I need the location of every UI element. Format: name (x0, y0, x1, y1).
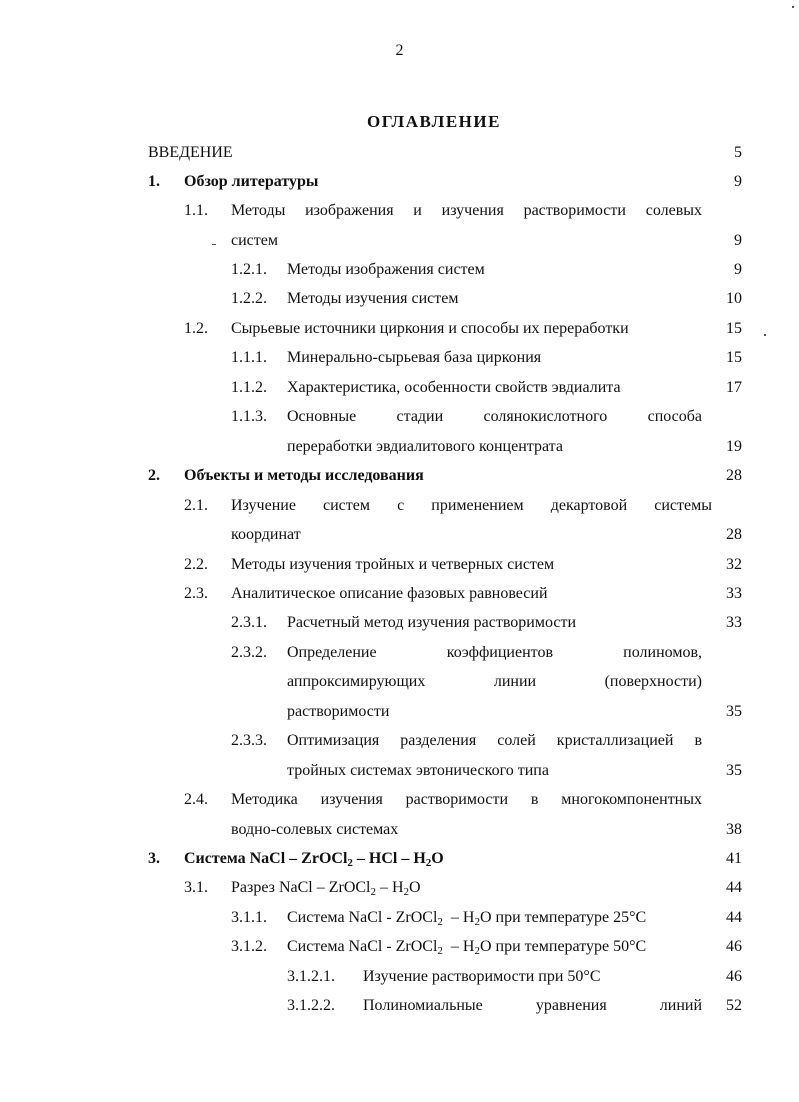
toc-page: 35 (726, 762, 742, 779)
toc-entry-1-2-2[interactable]: Методы изучения систем (287, 290, 459, 307)
toc-entry-1[interactable]: Обзор литературы (184, 173, 319, 190)
toc-page: 9 (734, 232, 742, 249)
toc-number: 2.2. (184, 556, 208, 573)
toc-page: 10 (726, 290, 742, 307)
toc-number: 3.1.2.1. (287, 968, 335, 985)
toc-entry-intro[interactable]: ВВЕДЕНИЕ (148, 144, 233, 161)
toc-entry-2-1-cont[interactable]: координат (231, 526, 301, 543)
toc-number: 3.1.2. (231, 938, 267, 955)
toc-entry-2-2[interactable]: Методы изучения тройных и четверных систем (231, 556, 555, 573)
toc-entry-1-1-cont[interactable]: систем (231, 232, 278, 249)
toc-page: 33 (726, 585, 742, 602)
toc-entry-2-3-3[interactable]: Оптимизация разделения солей кристаллизацией в (287, 732, 702, 749)
toc-page: 28 (726, 526, 742, 543)
toc-entry-3-1-2[interactable]: Система NaCl - ZrOCl$_2$ – $H_2O$ при температуре 50°C (287, 938, 647, 957)
toc-entry-1-1-3-cont[interactable]: переработки эвдиалитового концентрата (287, 438, 563, 455)
toc-entry-2-4[interactable]: Методика изучения растворимости в многокомпонентных (231, 791, 702, 808)
toc-number: 1.2.2. (231, 290, 267, 307)
toc-entry-3[interactable]: Система NaCl – ZrOCl$_2$ – HCl – $H_2O$ (184, 850, 444, 869)
toc-number: 1.2. (184, 320, 208, 337)
toc-number: 1.1.3. (231, 408, 267, 425)
scan-mark (792, 6, 794, 8)
toc-entry-3-1-1[interactable]: Система NaCl - ZrOCl$_2$ – $H_2O$ при температуре 25°C (287, 909, 647, 928)
scan-mark (764, 334, 766, 336)
toc-page: 9 (734, 261, 742, 278)
toc-entry-2-4-cont[interactable]: водно-солевых системах (231, 821, 399, 838)
scan-mark (212, 244, 216, 245)
toc-title: ОГЛАВЛЕНИЕ (367, 112, 501, 131)
toc-number: 3.1. (184, 879, 208, 896)
toc-number: 2.3. (184, 585, 208, 602)
toc-page: 28 (726, 467, 742, 484)
toc-page: 15 (726, 320, 742, 337)
toc-page: 17 (726, 379, 742, 396)
toc-entry-2-3-2[interactable]: Определение коэффициентов полиномов, (287, 644, 702, 661)
toc-entry-1-1-1[interactable]: Минерально-сырьевая база циркония (287, 349, 542, 366)
toc-number: 2.3.3. (231, 732, 267, 749)
toc-entry-3-1-2-2[interactable]: Полиномиальные уравнения линий (363, 997, 702, 1014)
toc-number: 3.1.1. (231, 909, 267, 926)
toc-page: 41 (726, 850, 742, 867)
toc-number: 1.1.1. (231, 349, 267, 366)
toc-number: 1.1.2. (231, 379, 267, 396)
toc-page: 32 (726, 556, 742, 573)
toc-entry-2-3-1[interactable]: Расчетный метод изучения растворимости (287, 614, 577, 631)
toc-page: 44 (726, 909, 742, 926)
toc-entry-1-1-3[interactable]: Основные стадии солянокислотного способа (287, 408, 702, 425)
page-number: 2 (395, 42, 404, 59)
toc-entry-2-3[interactable]: Аналитическое описание фазовых равновесий (231, 585, 548, 602)
toc-page: 38 (726, 821, 742, 838)
toc-entry-2-3-2-cont[interactable]: аппроксимирующих линии (поверхности) (287, 673, 702, 690)
toc-entry-2-3-2-cont2[interactable]: растворимости (287, 703, 390, 720)
toc-entry-3-1-2-1[interactable]: Изучение растворимости при 50°C (363, 968, 601, 985)
toc-entry-1-2-1[interactable]: Методы изображения систем (287, 261, 485, 278)
toc-entry-1-1[interactable]: Методы изображения и изучения растворимости солевых (231, 202, 702, 219)
toc-page: 5 (734, 144, 742, 161)
toc-entry-2-1[interactable]: Изучение систем с применением декартовой системы (231, 497, 712, 514)
toc-page: 46 (726, 938, 742, 955)
toc-number: 3. (148, 850, 160, 867)
toc-page: 44 (726, 879, 742, 896)
toc-entry-2-3-3-cont[interactable]: тройных системах эвтонического типа (287, 762, 549, 779)
toc-page: 52 (726, 997, 742, 1014)
toc-number: 2.3.1. (231, 614, 267, 631)
toc-number: 2.4. (184, 791, 208, 808)
toc-page: 46 (726, 968, 742, 985)
toc-number: 2.3.2. (231, 644, 267, 661)
toc-entry-2[interactable]: Объекты и методы исследования (184, 467, 424, 484)
toc-page: 15 (726, 349, 742, 366)
toc-number: 2. (148, 467, 160, 484)
toc-page: 9 (734, 173, 742, 190)
toc-number: 2.1. (184, 497, 208, 514)
toc-number: 1.1. (184, 202, 208, 219)
toc-entry-1-2[interactable]: Сырьевые источники циркония и способы их переработки (231, 320, 629, 337)
toc-page: 19 (726, 438, 742, 455)
toc-page: 35 (726, 703, 742, 720)
toc-number: 1.2.1. (231, 261, 267, 278)
toc-entry-1-1-2[interactable]: Характеристика, особенности свойств эвдиалита (287, 379, 621, 396)
toc-number: 1. (148, 173, 160, 190)
toc-entry-3-1[interactable]: Разрез NaCl – ZrOCl$_2$ – $H_2O$ (231, 879, 421, 898)
toc-page: 33 (726, 614, 742, 631)
toc-number: 3.1.2.2. (287, 997, 335, 1014)
